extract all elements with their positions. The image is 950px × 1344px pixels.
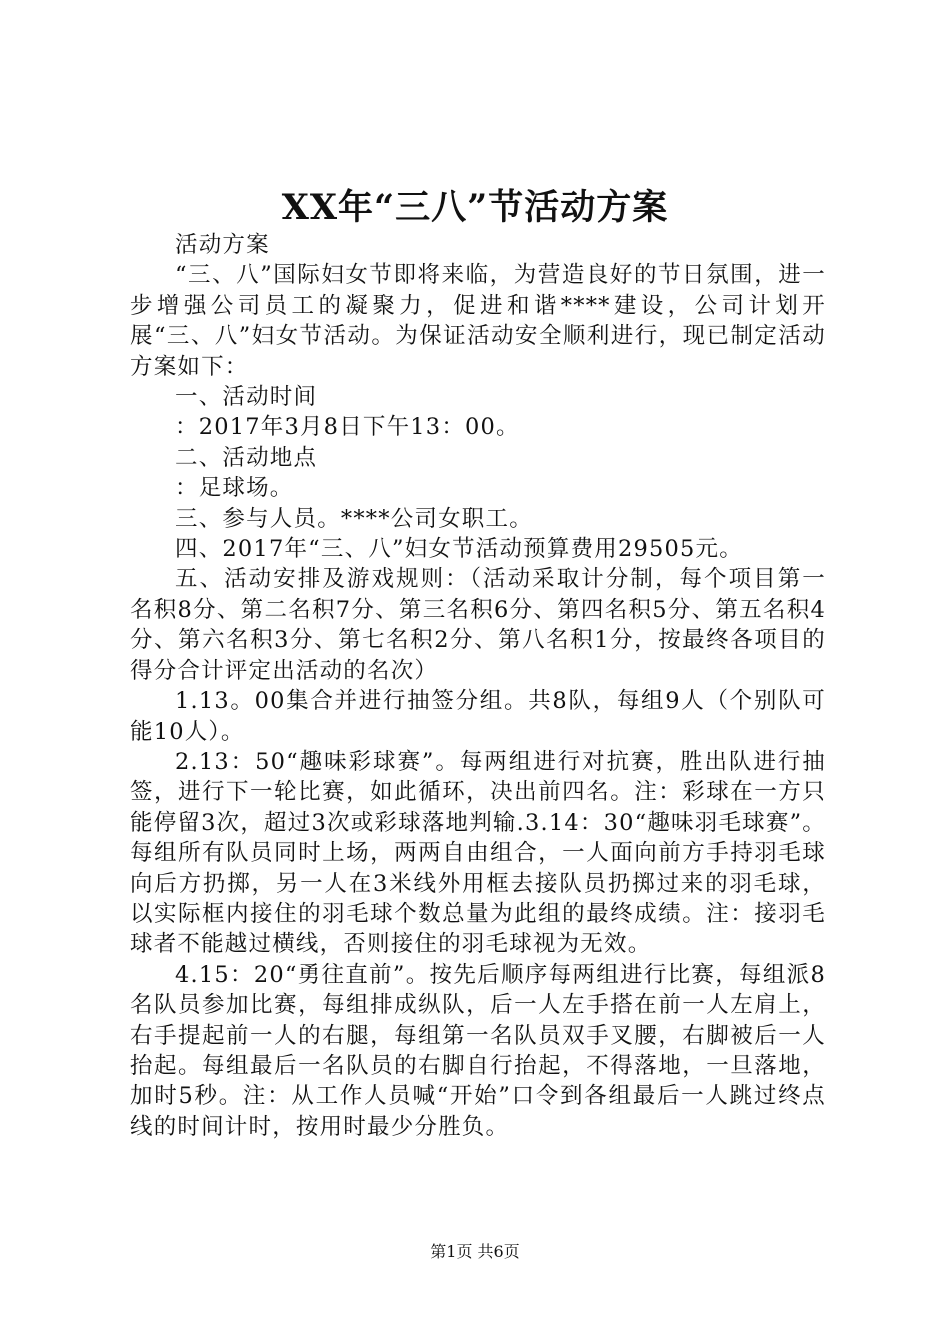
paragraph-item-4: 4.15：20“勇往直前”。按先后顺序每两组进行比赛，每组派8名队员参加比赛，每组排成纵队，后一人左手搭在前一人左肩上，右手提起前一人的右腿，每组第一名队员双手叉腰，右脚被后一人抬起。每组最后一名队员的右脚自行抬起，不得落地，一旦落地，加时5秒。注：从工作人员喊“开始”口令到各组最后一人跳过终点线的时间计时，按用时最少分胜负。 [130, 961, 826, 1140]
paragraph-item-2-3: 2.13：50“趣味彩球赛”。每两组进行对抗赛，胜出队进行抽签，进行下一轮比赛，如此循环，决出前四名。注：彩球在一方只能停留3次，超过3次或彩球落地判输.3.14：30“趣味羽毛球赛”。每组所有队员同时上场，两两自由组合，一人面向前方手持羽毛球向后方扔掷，另一人在3米线外用框去接队员扔掷过来的羽毛球，以实际框内接住的羽毛球个数总量为此组的最终成绩。注：接羽毛球者不能越过横线，否则接住的羽毛球视为无效。 [130, 748, 826, 958]
paragraph-section-location: 二、活动地点 [175, 444, 318, 471]
document-body [130, 230, 826, 1142]
paragraph-heading: 活动方案 [175, 232, 270, 258]
page-footer: 第1页 共6页 [430, 1242, 520, 1261]
paragraph-participants: 三、参与人员。****公司女职工。 [175, 505, 533, 532]
paragraph-section-time: 一、活动时间 [175, 384, 318, 411]
document-title: XX年“三八”节活动方案 [281, 187, 669, 228]
paragraph-intro: “三、八”国际妇女节即将来临，为营造良好的节日氛围，进一步增强公司员工的凝聚力，促进和谐****建设，公司计划开展“三、八”妇女节活动。为保证活动安全顺利进行，现已制定活动方案如下： [130, 262, 826, 380]
paragraph-item-1: 1.13。00集合并进行抽签分组。共8队，每组9人（个别队可能10人）。 [130, 688, 826, 745]
paragraph-rules: 五、活动安排及游戏规则：（活动采取计分制，每个项目第一名积8分、第二名积7分、第三名积6分、第四名积5分、第五名积4分、第六名积3分、第七名积2分、第八名积1分，按最终各项目的得分合计评定出活动的名次） [130, 566, 826, 684]
paragraph-time-detail: ：2017年3月8日下午13：00。 [175, 414, 520, 441]
paragraph-budget: 四、2017年“三、八”妇女节活动预算费用29505元。 [175, 536, 743, 563]
paragraph-location-detail: ：足球场。 [175, 475, 294, 502]
